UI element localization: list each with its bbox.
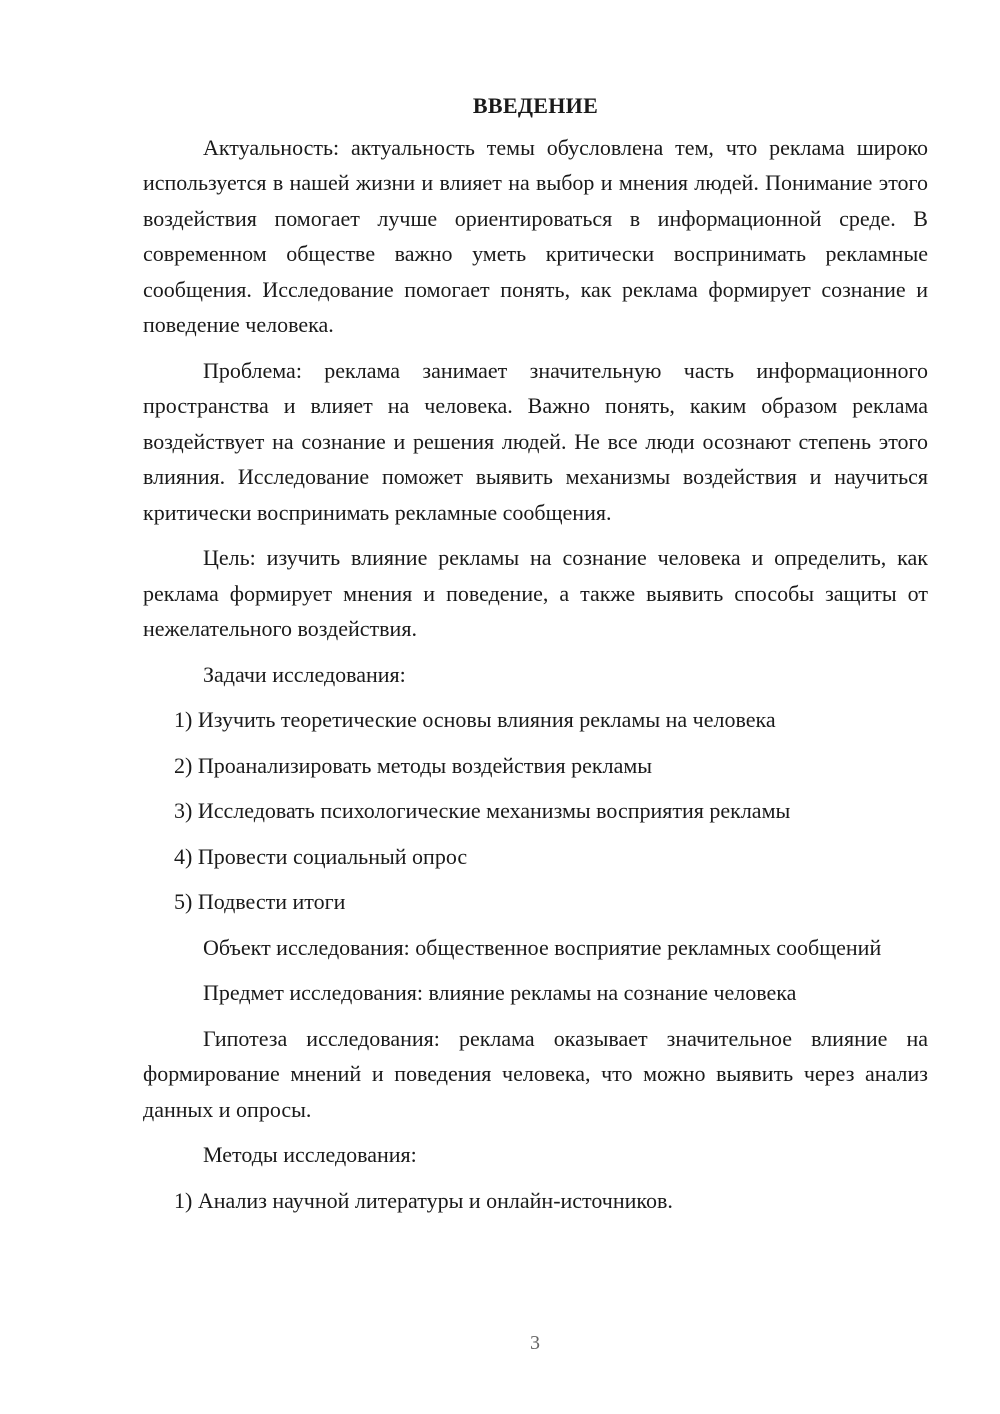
problem-paragraph: Проблема: реклама занимает значительную часть информационного пространства и влияет на человека. Важно понять, каким образом реклама воздействует на сознание и решения людей. Не все люди осознают степень этого влияния. Исследование поможет выявить механизмы воздействия и научиться критически воспринимать рекламные сообщения. <box>143 357 928 525</box>
list-item: 4) Провести социальный опрос <box>174 843 468 869</box>
list-item: 3) Исследовать психологические механизмы восприятия рекламы <box>174 798 791 823</box>
subject-paragraph: Предмет исследования: влияние рекламы на сознание человека <box>203 980 797 1005</box>
section-title: ВВЕДЕНИЕ <box>472 93 599 118</box>
page-content <box>143 88 928 1228</box>
list-item: 2) Проанализировать методы воздействия рекламы <box>174 752 653 778</box>
page-number: 3 <box>530 1332 540 1354</box>
methods-list <box>143 1183 928 1219</box>
list-item: 1) Изучить теоретические основы влияния рекламы на человека <box>174 707 776 732</box>
hypothesis-paragraph: Гипотеза исследования: реклама оказывает значительное влияние на формирование мнений и поведения человека, что можно выявить через анализ данных и опросы. <box>143 1025 928 1122</box>
relevance-paragraph: Актуальность: актуальность темы обусловлена тем, что реклама широко используется в нашей жизни и влияет на выбор и мнения людей. Понимание этого воздействия помогает лучше ориентироваться в информационной среде. В современном обществе важно уметь критически воспринимать рекламные сообщения. Исследование помогает понять, как реклама формирует сознание и поведение человека. <box>143 134 928 337</box>
list-item: 5) Подвести итоги <box>174 889 346 914</box>
list-item: 1) Анализ научной литературы и онлайн-источников. <box>174 1187 673 1213</box>
methods-heading: Методы исследования: <box>203 1142 417 1167</box>
goal-paragraph: Цель: изучить влияние рекламы на сознание человека и определить, как реклама формирует мнения и поведение, а также выявить способы защиты от нежелательного воздействия. <box>143 545 928 641</box>
tasks-heading: Задачи исследования: <box>203 661 406 687</box>
tasks-list <box>143 702 928 920</box>
object-paragraph: Объект исследования: общественное восприятие рекламных сообщений <box>203 934 882 960</box>
